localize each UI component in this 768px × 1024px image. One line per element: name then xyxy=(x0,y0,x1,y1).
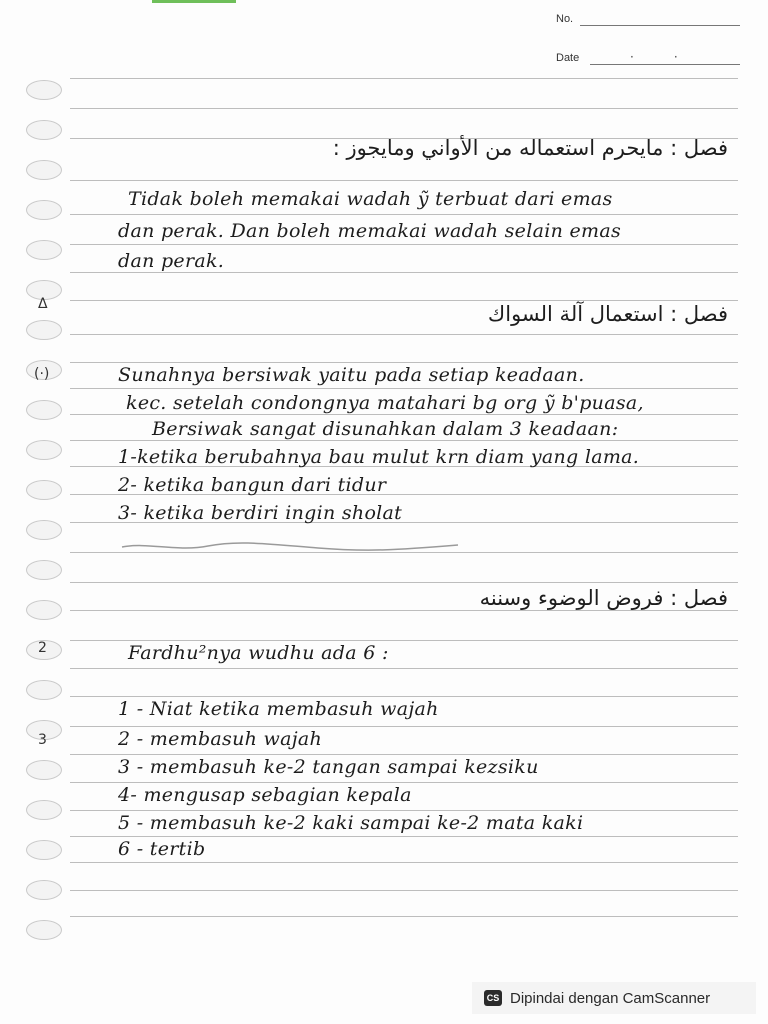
binder-holes xyxy=(26,60,62,960)
binder-hole xyxy=(26,240,62,260)
no-label: No. xyxy=(556,13,574,25)
binder-hole xyxy=(26,440,62,460)
binder-hole xyxy=(26,520,62,540)
text-line: dan perak. Dan boleh memakai wadah selain emas xyxy=(118,220,622,242)
text-line: Tidak boleh memakai wadah ỹ terbuat dari emas xyxy=(128,188,613,210)
text-line: 2- ketika bangun dari tidur xyxy=(118,474,387,496)
camscanner-label: Dipindai dengan CamScanner xyxy=(510,989,711,1007)
date-dots: ·· xyxy=(630,50,718,64)
text-line: Sunahnya bersiwak yaitu pada setiap keadaan. xyxy=(118,364,585,386)
margin-mark: Δ xyxy=(38,296,48,312)
text-line: 3 - membasuh ke-2 tangan sampai kezsiku xyxy=(118,756,539,778)
text-line: 1 - Niat ketika membasuh wajah xyxy=(118,698,439,720)
binder-hole xyxy=(26,800,62,820)
section-title: فصل : استعمال آلة السواك xyxy=(487,302,728,326)
text-line: 4- mengusap sebagian kepala xyxy=(118,784,412,806)
text-line: dan perak. xyxy=(118,250,225,272)
binder-hole xyxy=(26,200,62,220)
binder-hole xyxy=(26,600,62,620)
text-line: 2 - membasuh wajah xyxy=(118,728,323,750)
binder-hole xyxy=(26,880,62,900)
text-line: Fardhu²nya wudhu ada 6 : xyxy=(128,642,389,664)
binder-hole xyxy=(26,840,62,860)
binder-hole xyxy=(26,560,62,580)
binder-hole xyxy=(26,160,62,180)
text-line: kec. setelah condongnya matahari bg org ỹ b'puasa, xyxy=(126,392,644,414)
binder-hole xyxy=(26,920,62,940)
margin-mark: 3 xyxy=(38,732,47,748)
section-title: فصل : فروض الوضوء وسننه xyxy=(479,586,728,610)
binder-hole xyxy=(26,680,62,700)
green-tape-mark xyxy=(152,0,236,3)
text-line: 6 - tertib xyxy=(118,838,206,860)
binder-hole xyxy=(26,480,62,500)
no-line xyxy=(580,25,740,26)
text-line: 1-ketika berubahnya bau mulut krn diam yang lama. xyxy=(118,446,640,468)
date-line xyxy=(590,64,740,65)
scribble-mark xyxy=(118,540,478,554)
text-line: 3- ketika berdiri ingin sholat xyxy=(118,502,403,524)
section-title: فصل : مايحرم استعماله من الأواني ومايجوز : xyxy=(332,136,728,160)
text-line: 5 - membasuh ke-2 kaki sampai ke-2 mata kaki xyxy=(118,812,584,834)
binder-hole xyxy=(26,120,62,140)
camscanner-logo-icon: CS xyxy=(484,990,502,1006)
binder-hole xyxy=(26,400,62,420)
binder-hole xyxy=(26,760,62,780)
binder-hole xyxy=(26,320,62,340)
margin-mark: (·) xyxy=(34,366,50,382)
camscanner-watermark xyxy=(472,982,756,1014)
text-line: Bersiwak sangat disunahkan dalam 3 keadaan: xyxy=(152,418,619,440)
date-label: Date xyxy=(556,52,580,64)
margin-mark: 2 xyxy=(38,640,47,656)
binder-hole xyxy=(26,80,62,100)
